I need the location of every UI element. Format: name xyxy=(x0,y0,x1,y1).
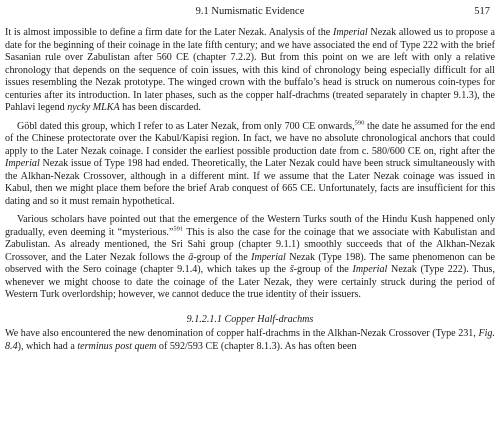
italic-term: terminus post quem xyxy=(77,340,157,352)
italic-term: Imperial xyxy=(251,251,286,263)
italic-legend: nycky MLKA xyxy=(67,102,120,113)
paragraph-later-nezak-dating xyxy=(5,27,495,115)
text-run: of 592/593 CE (chapter 8.1.3). As has often been xyxy=(156,340,357,352)
text-run: has been discarded. xyxy=(119,102,201,113)
text-run: the date he assumed for the end of the Chinese protectorate over the Kabul/Kapisi region. In fact, we have no absolute chronological anchors that could apply to the Later Nezak coinage. I consider the earliest possible production date from c. 580/600 CE on, right after the xyxy=(5,120,495,157)
text-run: Göbl dated this group, which I refer to as Later Nezak, from only 700 CE onwards, xyxy=(17,120,355,132)
italic-term: Imperial xyxy=(5,158,40,169)
text-run: This is also the case for the coinage that we associate with Kabulistan and Zabulistan. As already mentioned, the Sri Sahi group (chapter 9.1.1) smoothly succeeds that of the Alkhan-Nezak Crossover, and the Later Nezak follows the xyxy=(5,226,496,263)
text-run: -group of the xyxy=(293,264,353,275)
paragraph-gobl-dating xyxy=(5,121,495,209)
text-run: ), which had a xyxy=(17,340,78,352)
text-run: Nezak (Type 198). The same phenomenon can be observed with the Sero coinage (chapter 9.1.4), which takes up the xyxy=(5,251,495,275)
text-run: Nezak allowed us to propose a date for the beginning of their coinage in the late fifth century; and we have associated the end of Type 222 with the brief Sasanian rule over Zabulistan after 560 CE (chapter 7.2.2). But from this point on we are left with only a relative chronology that depends on the sequence of coin issues, with this kind of chronology being especially difficult for all issues resembling the Nezak prototype. The winged crown with the buffalo’s head is struck on numerous coin-types for centuries after its introduction. In later phases, such as the copper half-drachms (treated separately in chapter 9.1.3), the Pahlavi legend xyxy=(5,27,496,113)
italic-letter: š xyxy=(289,264,294,275)
footnote-ref-591[interactable]: 591 xyxy=(173,225,184,233)
page-number: 517 xyxy=(474,6,490,17)
paragraph-copper-half-drachms xyxy=(5,328,495,353)
text-run: It is almost impossible to define a firm date for the Later Nezak. Analysis of the xyxy=(5,27,333,38)
text-run: Nezak (Type 222). Thus, whenever we might choose to date the coinage of the Later Nezak, they were certainly struck during the period of Western Turk overlordship; however, we cannot deduce the true identity of their issuers. xyxy=(5,264,495,300)
text-run: Various scholars have pointed out that the emergence of the Western Turks south of the Hindu Kush happened only gradually, even deeming it “mysterious.” xyxy=(5,214,495,238)
italic-term: Imperial xyxy=(352,264,388,275)
text-run: Nezak issue of Type 198 had ended. Theoretically, the Later Nezak could have been struck simultaneously with the Alkhan-Nezak Crossover, although in a different mint. If we assume that the Later Nezak coinage was issued in Kabul, then we might place them before the brief Arab conquest of 665 CE. Unfortunately, facts are insufficient for this dating and so it must remain hypothetical. xyxy=(5,158,495,207)
italic-term: Imperial xyxy=(332,27,368,38)
running-head: 9.1 Numismatic Evidence xyxy=(195,6,305,17)
text-run: -group of the xyxy=(193,251,252,263)
italic-letter: ā xyxy=(188,251,194,263)
figure-reference: Fig. 8.4 xyxy=(5,328,495,352)
page-header xyxy=(0,6,500,20)
body-text xyxy=(5,27,495,353)
text-run: We have also encountered the new denomination of copper half-drachms in the Alkhan-Nezak Crossover (Type 231, xyxy=(5,328,479,339)
subsection-heading: 9.1.2.1.1 Copper Half-drachms xyxy=(186,313,314,325)
paragraph-western-turks xyxy=(5,214,495,302)
footnote-ref-590[interactable]: 590 xyxy=(354,119,365,127)
